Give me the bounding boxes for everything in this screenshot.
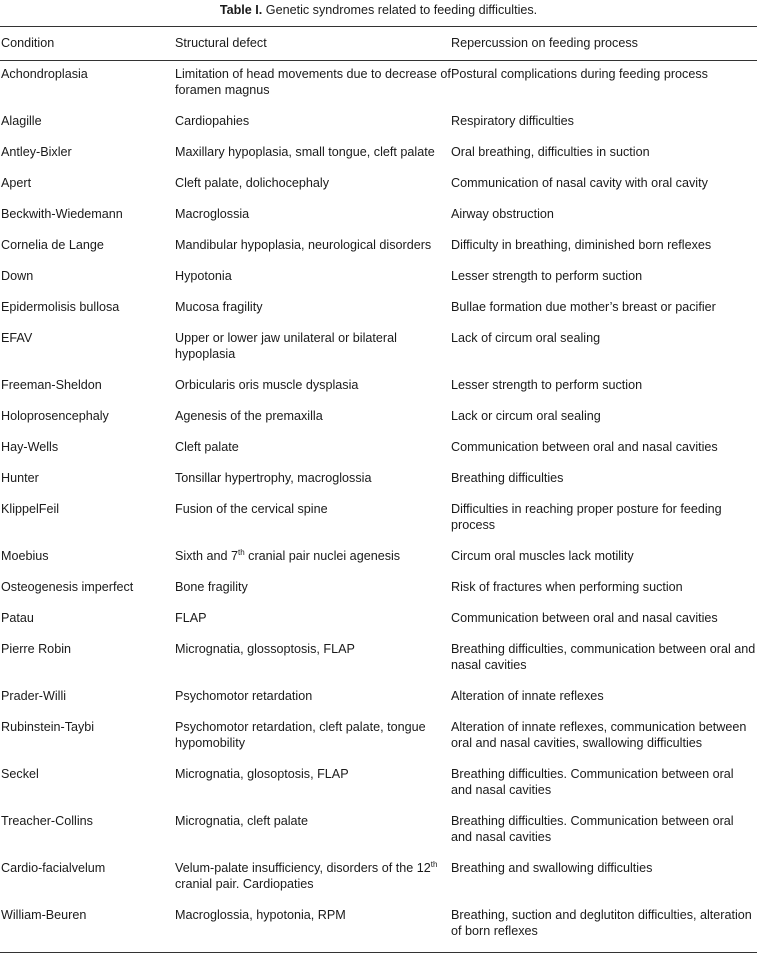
table-row: [0, 292, 757, 323]
table-row: [0, 106, 757, 137]
cell-structural-defect: Macroglossia: [175, 207, 250, 221]
cell-structural-defect: [175, 853, 451, 900]
table-caption: [0, 0, 757, 25]
cell-repercussion: Postural complications during feeding process: [451, 67, 708, 81]
cell-repercussion: Communication of nasal cavity with oral cavity: [451, 176, 708, 190]
cell-condition: Achondroplasia: [1, 67, 88, 81]
table-row: [0, 634, 757, 681]
cell-repercussion: Lack or circum oral sealing: [451, 409, 601, 423]
table-body: [0, 60, 757, 947]
cell-condition: Hunter: [1, 471, 39, 485]
cell-structural-text: Velum-palate insufficiency, disorders of the 12: [175, 861, 431, 875]
cell-repercussion: Circum oral muscles lack motility: [451, 549, 634, 563]
cell-repercussion: Breathing and swallowing difficulties: [451, 861, 653, 875]
cell-structural-defect: Bone fragility: [175, 580, 248, 594]
cell-repercussion: Respiratory difficulties: [451, 114, 574, 128]
table-row: [0, 323, 757, 370]
cell-condition: William-Beuren: [1, 908, 87, 922]
cell-repercussion: Bullae formation due mother’s breast or pacifier: [451, 300, 716, 314]
cell-structural-text: cranial pair nuclei agenesis: [244, 549, 401, 563]
table-row: [0, 541, 757, 572]
cell-structural-defect: Cleft palate, dolichocephaly: [175, 176, 330, 190]
table-row: [0, 900, 757, 947]
cell-repercussion: Breathing difficulties. Communication between oral and nasal cavities: [451, 767, 734, 797]
table-caption-label: Table I.: [219, 3, 263, 17]
cell-condition: Pierre Robin: [1, 642, 71, 656]
table-row: [0, 853, 757, 900]
header-structural-defect: Structural defect: [175, 36, 267, 50]
cell-structural-defect: FLAP: [175, 611, 207, 625]
syndromes-table: [0, 27, 757, 947]
cell-repercussion: Alteration of innate reflexes, communication between oral and nasal cavities, swallowing difficulties: [451, 720, 747, 750]
cell-condition: Cornelia de Lange: [1, 238, 104, 252]
cell-structural-defect: Cleft palate: [175, 440, 239, 454]
cell-repercussion: Breathing difficulties: [451, 471, 564, 485]
cell-condition: EFAV: [1, 331, 33, 345]
cell-repercussion: Communication between oral and nasal cavities: [451, 611, 718, 625]
cell-repercussion: Oral breathing, difficulties in suction: [451, 145, 650, 159]
cell-repercussion: Lesser strength to perform suction: [451, 269, 643, 283]
cell-structural-defect: Hypotonia: [175, 269, 232, 283]
table-row: [0, 137, 757, 168]
cell-structural-text: Sixth and 7: [175, 549, 239, 563]
table-caption-text: Genetic syndromes related to feeding difficulties.: [262, 3, 538, 17]
cell-structural-defect: Orbicularis oris muscle dysplasia: [175, 378, 359, 392]
table-row: [0, 712, 757, 759]
cell-structural-defect: Upper or lower jaw unilateral or bilateral hypoplasia: [175, 331, 397, 361]
cell-structural-defect: Tonsillar hypertrophy, macroglossia: [175, 471, 372, 485]
cell-condition: Epidermolisis bullosa: [1, 300, 120, 314]
table-row: [0, 681, 757, 712]
cell-condition: Rubinstein-Taybi: [1, 720, 95, 734]
cell-structural-defect: Micrognatia, glossoptosis, FLAP: [175, 642, 355, 656]
table-row: [0, 168, 757, 199]
cell-repercussion: Risk of fractures when performing suction: [451, 580, 683, 594]
cell-repercussion: Difficulties in reaching proper posture for feeding process: [451, 502, 722, 532]
cell-condition: Cardio-facialvelum: [1, 861, 106, 875]
cell-structural-text: cranial pair. Cardiopaties: [175, 877, 314, 891]
cell-condition: Down: [1, 269, 34, 283]
cell-condition: Hay-Wells: [1, 440, 59, 454]
cell-repercussion: Alteration of innate reflexes: [451, 689, 604, 703]
cell-structural-defect: Macroglossia, hypotonia, RPM: [175, 908, 346, 922]
table-bottom-rule: [0, 952, 757, 953]
cell-structural-defect: Micrognatia, glosoptosis, FLAP: [175, 767, 349, 781]
cell-condition: Beckwith-Wiedemann: [1, 207, 123, 221]
cell-structural-defect: Micrognatia, cleft palate: [175, 814, 309, 828]
cell-repercussion: Communication between oral and nasal cavities: [451, 440, 718, 454]
table-row: [0, 401, 757, 432]
cell-structural-defect: [175, 541, 451, 572]
header-row: [0, 27, 757, 60]
cell-structural-defect: Psychomotor retardation, cleft palate, tongue hypomobility: [175, 720, 426, 750]
table-row: [0, 806, 757, 853]
table-row: [0, 230, 757, 261]
header-condition: Condition: [1, 36, 55, 50]
table-row: [0, 370, 757, 401]
cell-repercussion: Breathing difficulties, communication between oral and nasal cavities: [451, 642, 756, 672]
cell-condition: Apert: [1, 176, 32, 190]
cell-condition: Prader-Willi: [1, 689, 67, 703]
cell-structural-defect: Maxillary hypoplasia, small tongue, cleft palate: [175, 145, 435, 159]
cell-structural-defect: Mucosa fragility: [175, 300, 263, 314]
cell-condition: KlippelFeil: [1, 502, 60, 516]
table-row: [0, 463, 757, 494]
cell-repercussion: Difficulty in breathing, diminished born reflexes: [451, 238, 712, 252]
table-row: [0, 432, 757, 463]
ordinal-superscript: th: [238, 547, 245, 557]
cell-repercussion: Lack of circum oral sealing: [451, 331, 601, 345]
cell-condition: Alagille: [1, 114, 42, 128]
cell-condition: Holoprosencephaly: [1, 409, 109, 423]
table-row: [0, 494, 757, 541]
cell-structural-defect: Psychomotor retardation: [175, 689, 313, 703]
cell-condition: Moebius: [1, 549, 49, 563]
ordinal-superscript: th: [430, 859, 438, 869]
cell-condition: Patau: [1, 611, 34, 625]
header-repercussion: Repercussion on feeding process: [451, 36, 638, 50]
table-row: [0, 261, 757, 292]
cell-repercussion: Airway obstruction: [451, 207, 554, 221]
table-row: [0, 199, 757, 230]
cell-structural-defect: Fusion of the cervical spine: [175, 502, 328, 516]
table-row: [0, 572, 757, 603]
cell-condition: Antley-Bixler: [1, 145, 72, 159]
table-row: [0, 759, 757, 806]
cell-structural-defect: Agenesis of the premaxilla: [175, 409, 323, 423]
cell-structural-defect: Limitation of head movements due to decrease of foramen magnus: [175, 67, 451, 97]
cell-repercussion: Lesser strength to perform suction: [451, 378, 643, 392]
cell-condition: Treacher-Collins: [1, 814, 93, 828]
cell-repercussion: Breathing, suction and deglutiton difficulties, alteration of born reflexes: [451, 908, 752, 938]
cell-structural-defect: Cardiopahies: [175, 114, 250, 128]
table-row: [0, 60, 757, 106]
cell-condition: Freeman-Sheldon: [1, 378, 102, 392]
cell-structural-defect: Mandibular hypoplasia, neurological disorders: [175, 238, 432, 252]
table-row: [0, 603, 757, 634]
cell-condition: Osteogenesis imperfect: [1, 580, 134, 594]
cell-condition: Seckel: [1, 767, 39, 781]
cell-repercussion: Breathing difficulties. Communication between oral and nasal cavities: [451, 814, 734, 844]
